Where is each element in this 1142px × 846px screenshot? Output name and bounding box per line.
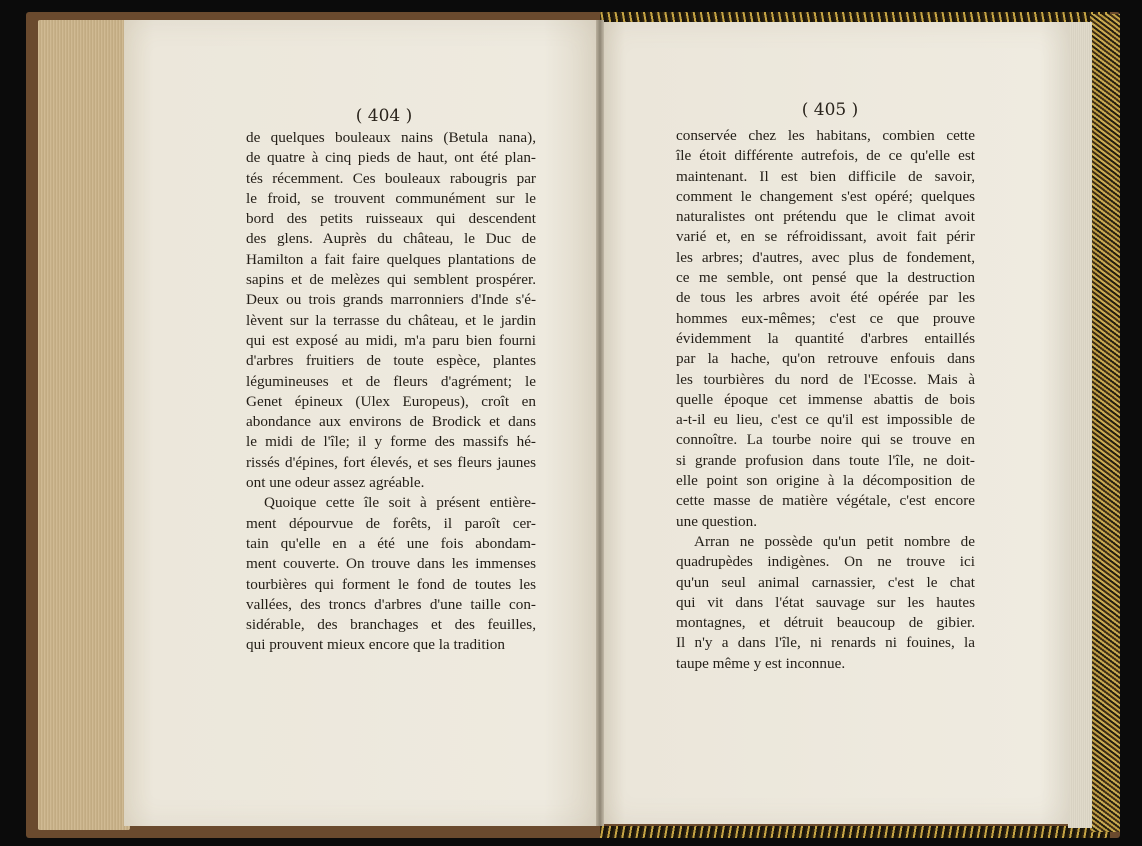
- text-line: tourbières qui forment le fond de toutes les: [246, 575, 536, 593]
- text-line: légumineuses et de fleurs d'agrément; le: [246, 372, 536, 390]
- marbled-edge-bottom: [600, 826, 1110, 838]
- left-page-text: [246, 128, 536, 656]
- page-number-left: ( 404 ): [355, 106, 413, 126]
- text-line: varié et, en se réfroidissant, avoit fait périr: [676, 228, 975, 246]
- text-line: les tourbières du nord de l'Ecosse. Mais à: [676, 370, 975, 388]
- marbled-edge-right: [1090, 14, 1120, 832]
- text-line: évidemment la quantité d'arbres entaillés: [676, 329, 975, 347]
- text-line: le midi de l'île; il y forme des massifs hé-: [246, 433, 536, 451]
- text-line: conservée chez les habitans, combien cette: [676, 127, 975, 144]
- text-line: elle point son origine à la décomposition de: [676, 472, 975, 490]
- text-line: qui prouvent mieux encore que la tradition: [246, 636, 505, 654]
- text-line: a-t-il eu lieu, c'est ce qu'il est impossible de: [676, 411, 975, 429]
- text-line: ment couverte. On trouve dans les immenses: [246, 555, 536, 573]
- right-page-text: [676, 126, 975, 674]
- page-stack-right: [1068, 22, 1092, 828]
- book-gutter: [596, 20, 604, 826]
- text-line: qui est exposé au midi, m'a paru bien fourni: [246, 331, 536, 349]
- text-line: tés récemment. Ces bouleaux rabougris par: [246, 169, 536, 187]
- marbled-edge-top: [600, 12, 1110, 22]
- text-line: maintenant. Il est bien difficile de savoir,: [676, 167, 975, 185]
- text-line: sapins et de melèzes qui semblent prospérer.: [246, 271, 536, 289]
- text-line: taupe même y est inconnue.: [676, 654, 846, 672]
- text-line: qu'un seul animal carnassier, c'est le chat: [676, 573, 975, 591]
- text-line: les arbres; d'autres, avec plus de fondement,: [676, 248, 975, 266]
- text-line: des glens. Auprès du château, le Duc de: [246, 230, 536, 248]
- text-line: île étoit différente autrefois, de ce qu'elle est: [676, 147, 975, 165]
- text-line: Hamilton a fait faire quelques plantations de: [246, 250, 536, 268]
- text-line: Quoique cette île soit à présent entière-: [264, 494, 536, 512]
- text-line: vallées, des troncs d'arbres d'une taille con-: [246, 595, 536, 613]
- text-line: Genet épineux (Ulex Europeus), croît en: [246, 392, 536, 410]
- page-number-right: ( 405 ): [801, 100, 859, 120]
- text-line: montagnes, et détruit beaucoup de gibier.: [676, 614, 975, 632]
- text-line: d'arbres fruitiers de toute espèce, plantes: [246, 352, 536, 370]
- text-line: sidérable, des branchages et des feuilles,: [246, 616, 536, 634]
- text-line: qui vit dans l'état sauvage sur les hautes: [676, 593, 975, 611]
- text-line: comment le changement s'est opéré; quelques: [676, 187, 975, 205]
- text-line: ont une odeur assez agréable.: [246, 474, 425, 492]
- text-line: lèvent sur la terrasse du château, et le jardin: [246, 311, 536, 329]
- text-line: hommes eux-mêmes; c'est ce que prouve: [676, 309, 975, 327]
- text-line: tain qu'elle en a été une fois abondam-: [246, 534, 536, 552]
- text-line: le froid, se trouvent communément sur le: [246, 189, 536, 207]
- text-line: bord des petits ruisseaux qui descendent: [246, 210, 536, 228]
- text-line: de quatre à cinq pieds de haut, ont été plan-: [246, 149, 536, 167]
- text-line: rissés d'épines, fort élevés, et ses fleurs jaunes: [246, 453, 536, 471]
- text-line: de quelques bouleaux nains (Betula nana),: [246, 129, 536, 146]
- text-line: quadrupèdes indigènes. On ne trouve ici: [676, 553, 975, 571]
- text-line: si grande profusion dans toute l'île, ne doit-: [676, 451, 975, 469]
- text-line: Arran ne possède qu'un petit nombre de: [694, 532, 975, 550]
- text-line: par la hache, qu'on retrouve enfouis dans: [676, 350, 975, 368]
- text-line: abondance aux environs de Brodick et dans: [246, 413, 536, 431]
- page-stack-left: [38, 20, 130, 830]
- text-line: Deux ou trois grands marronniers d'Inde s'é-: [246, 291, 536, 309]
- text-line: Il n'y a dans l'île, ni renards ni fouines, la: [676, 634, 975, 652]
- text-line: de tous les arbres avoit été opérée par les: [676, 289, 975, 307]
- text-line: ment dépourvue de forêts, il paroît cer-: [246, 514, 536, 532]
- text-line: connoître. La tourbe noire qui se trouve en: [676, 431, 975, 449]
- text-line: quelle époque cet immense abattis de bois: [676, 390, 975, 408]
- text-line: cette masse de matière végétale, c'est encore: [676, 492, 975, 510]
- text-line: naturalistes ont prétendu que le climat avoit: [676, 208, 975, 226]
- text-line: une question.: [676, 512, 757, 530]
- text-line: ce me semble, ont pensé que la destruction: [676, 269, 975, 287]
